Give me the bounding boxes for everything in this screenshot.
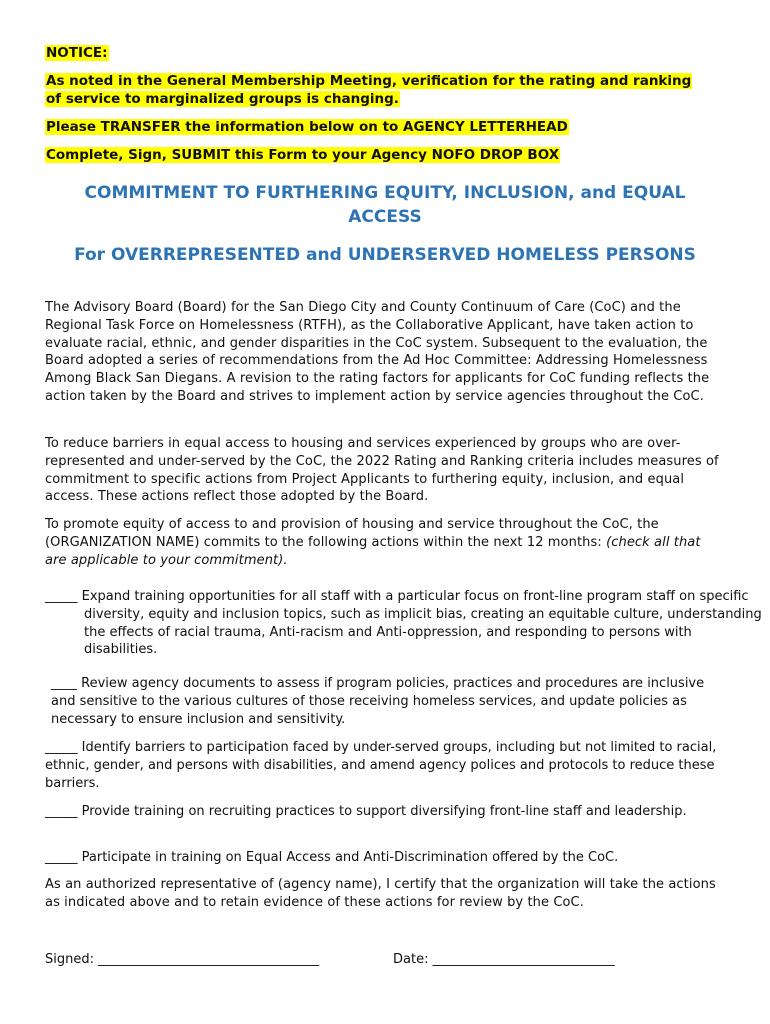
notice-block xyxy=(45,44,735,174)
checklist-item-review-documents[interactable]: ____ Review agency documents to assess if program policies, practices and procedures are inclusive and sensitive to the various cultures of those receiving homeless services, and update policies as necessary to ensure inclusion and sensitivity. xyxy=(51,676,705,727)
certification-text: As an authorized representative of (agency name), I certify that the organization will take the actions as indicated above and to retain evidence of these actions for review by the CoC. xyxy=(45,877,716,910)
signature-line[interactable]: Signed: __________________________________ xyxy=(45,952,320,967)
commitment-text-a: To promote equity of access to and provision of housing and service throughout the CoC, the xyxy=(45,517,659,532)
notice-label: NOTICE: xyxy=(46,45,108,61)
title-line-2: ACCESS xyxy=(348,207,422,227)
document-title xyxy=(0,181,770,229)
notice-line-1: As noted in the General Membership Meeting, verification for the rating and ranking xyxy=(46,73,692,89)
checklist-item-recruiting[interactable]: _____ Provide training on recruiting practices to support diversifying front-line staff and leadership. xyxy=(45,804,687,819)
paragraph-barriers: To reduce barriers in equal access to housing and services experienced by groups who are over-represented and under-served by the CoC, the 2022 Rating and Ranking criteria includes measures of commitment to specific actions from Project Applicants to furthering equity, inclusion, and equal access. These actions reflect those adopted by the Board. xyxy=(45,436,719,505)
commitment-text-b: (ORGANIZATION NAME) commits to the following actions within the next 12 months: xyxy=(45,534,607,550)
title-line-1: COMMITMENT TO FURTHERING EQUITY, INCLUSION, and EQUAL xyxy=(84,183,686,203)
checklist-item-training[interactable]: _____ Expand training opportunities for all staff with a particular focus on front-line program staff on specific diversity, equity and inclusion topics, such as implicit bias, creating an equitable culture, understanding the effects of racial trauma, Anti-racism and Anti-oppression, and responding to persons with disabilities. xyxy=(45,589,762,658)
paragraph-commitment xyxy=(45,516,725,569)
notice-transfer: Please TRANSFER the information below on to AGENCY LETTERHEAD xyxy=(46,119,568,135)
paragraph-board: The Advisory Board (Board) for the San Diego City and County Continuum of Care (CoC) and the Regional Task Force on Homelessness (RTFH), as the Collaborative Applicant, have taken action to evaluate racial, ethnic, and gender disparities in the CoC system. Subsequent to the evaluation, the Board adopted a series of recommendations from the Ad Hoc Committee: Addressing Homelessness Among Black San Diegans. A revision to the rating factors for applicants for CoC funding reflects the action taken by the Board and strives to implement action by service agencies throughout the CoC. xyxy=(45,300,710,404)
checklist-item-equal-access-training[interactable]: _____ Participate in training on Equal Access and Anti-Discrimination offered by the CoC. xyxy=(45,850,619,865)
document-subtitle: For OVERREPRESENTED and UNDERSERVED HOMELESS PERSONS xyxy=(74,245,696,265)
date-line[interactable]: Date: ____________________________ xyxy=(393,952,615,967)
checklist-item-identify-barriers[interactable]: _____ Identify barriers to participation faced by under-served groups, including but not limited to racial, ethnic, gender, and persons with disabilities, and amend agency polices and protocols to reduce these barriers. xyxy=(45,740,717,791)
notice-line-2: of service to marginalized groups is changing. xyxy=(46,91,399,107)
notice-submit: Complete, Sign, SUBMIT this Form to your Agency NOFO DROP BOX xyxy=(46,147,560,163)
commitment-instruction: (check all that are applicable to your commitment). xyxy=(45,534,701,568)
